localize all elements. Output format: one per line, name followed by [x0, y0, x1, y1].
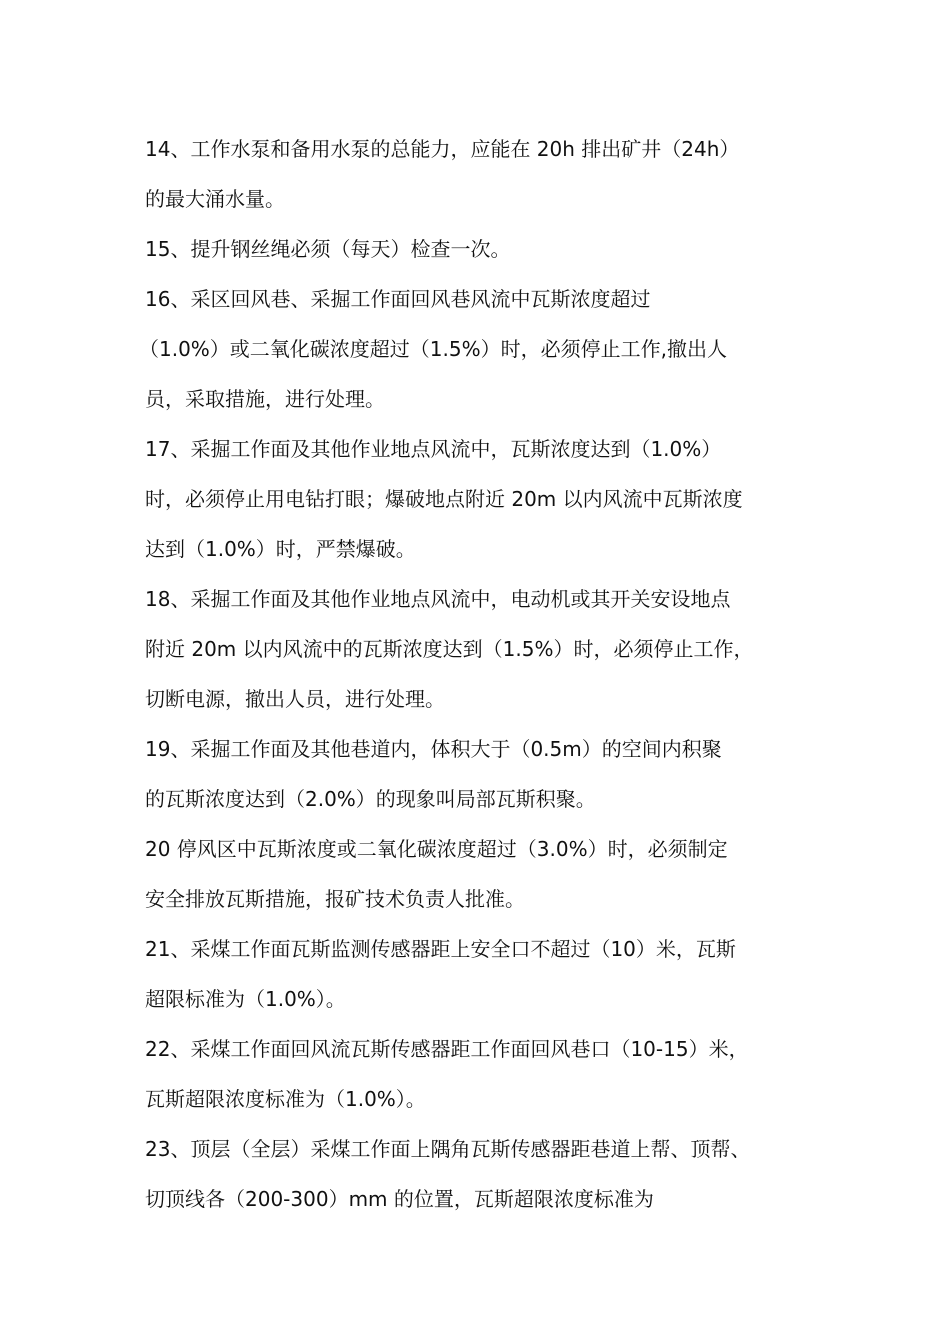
text-line: 16、采区回风巷、采掘工作面回风巷风流中瓦斯浓度超过 [145, 287, 651, 311]
text-line: 员，采取措施，进行处理。 [145, 387, 385, 411]
text-line: 切断电源，撤出人员，进行处理。 [145, 687, 445, 711]
text-line: 17、采掘工作面及其他作业地点风流中，瓦斯浓度达到（1.0%） [145, 437, 722, 461]
text-line: 的瓦斯浓度达到（2.0%）的现象叫局部瓦斯积聚。 [145, 787, 596, 811]
text-line: 的最大涌水量。 [145, 187, 285, 211]
text-line: 22、采煤工作面回风流瓦斯传感器距工作面回风巷口（10-15）米， [145, 1037, 749, 1061]
text-line: 18、采掘工作面及其他作业地点风流中，电动机或其开关安设地点 [145, 587, 731, 611]
text-line: 时，必须停止用电钻打眼；爆破地点附近 20m 以内风流中瓦斯浓度 [145, 487, 743, 511]
text-line: （1.0%）或二氧化碳浓度超过（1.5%）时，必须停止工作,撤出人 [139, 337, 727, 361]
text-line: 21、采煤工作面瓦斯监测传感器距上安全口不超过（10）米，瓦斯 [145, 937, 736, 961]
text-line: 15、提升钢丝绳必须（每天）检查一次。 [145, 237, 511, 261]
text-line: 超限标准为（1.0%）。 [145, 987, 346, 1011]
text-line: 附近 20m 以内风流中的瓦斯浓度达到（1.5%）时，必须停止工作， [145, 637, 754, 661]
text-line: 14、工作水泵和备用水泵的总能力，应能在 20h 排出矿井（24h） [145, 137, 740, 161]
text-line: 切顶线各（200-300）mm 的位置，瓦斯超限浓度标准为 [145, 1187, 654, 1211]
text-line: 瓦斯超限浓度标准为（1.0%）。 [145, 1087, 426, 1111]
text-line: 23、顶层（全层）采煤工作面上隅角瓦斯传感器距巷道上帮、顶帮、 [145, 1137, 751, 1161]
text-line: 安全排放瓦斯措施，报矿技术负责人批准。 [145, 887, 525, 911]
text-line: 19、采掘工作面及其他巷道内，体积大于（0.5m）的空间内积聚 [145, 737, 722, 761]
text-line: 达到（1.0%）时，严禁爆破。 [145, 537, 416, 561]
text-line: 20 停风区中瓦斯浓度或二氧化碳浓度超过（3.0%）时，必须制定 [145, 837, 728, 861]
